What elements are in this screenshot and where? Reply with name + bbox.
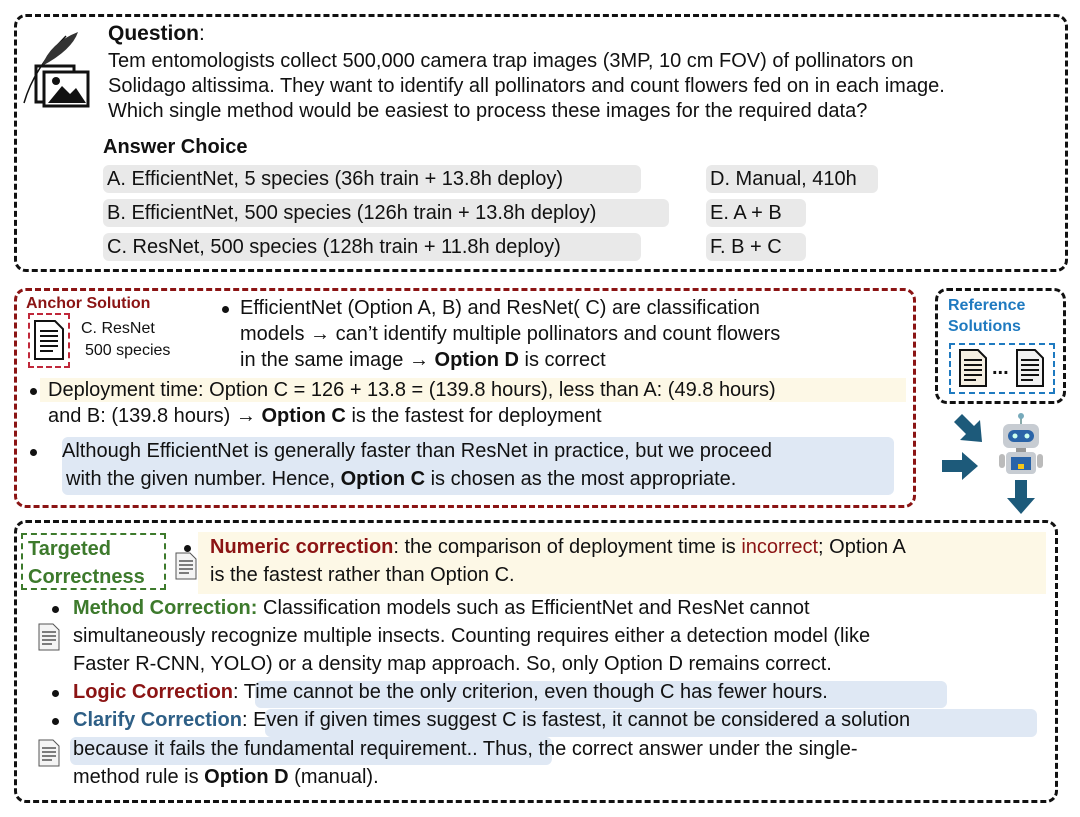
question-text-line: Tem entomologists collect 500,000 camera trap images (3MP, 10 cm FOV) of pollinators on	[108, 50, 914, 72]
method-correction: Faster R-CNN, YOLO) or a density map approach. So, only Option D remains correct.	[73, 653, 832, 675]
anchor-reason-1: EfficientNet (Option A, B) and ResNet( C) are classification	[240, 297, 760, 319]
logic-correction: Logic Correction: Time cannot be the only criterion, even though C has fewer hours.	[73, 681, 828, 703]
clarify-correction: because it fails the fundamental requirement.. Thus, the correct answer under the single-	[73, 738, 858, 760]
clarify-correction: method rule is Option D (manual).	[73, 766, 379, 788]
answer-choice-label: Answer Choice	[103, 136, 248, 158]
robot-icon	[996, 412, 1046, 478]
numeric-correction: is the fastest rather than Option C.	[210, 564, 515, 586]
arrow-diagonal-icon	[952, 412, 988, 448]
anchor-solution-label: Anchor Solution	[26, 295, 151, 312]
anchor-reason-3: with the given number. Hence, Option C is chosen as the most appropriate.	[66, 468, 737, 490]
anchor-choice-detail: 500 species	[85, 342, 171, 359]
anchor-reason-2: Deployment time: Option C = 126 + 13.8 = (139.8 hours), less than A: (49.8 hours)	[40, 378, 906, 402]
arrow-right-icon	[942, 452, 978, 480]
bullet	[52, 690, 59, 697]
reference-label: Reference Solutions	[948, 297, 1026, 335]
targeted-correctness-label: Targeted Correctness	[28, 538, 145, 588]
question-label: Question:	[108, 22, 205, 45]
method-correction: Method Correction: Classification models such as EfficientNet and ResNet cannot	[73, 597, 810, 619]
method-correction: simultaneously recognize multiple insects. Counting requires either a detection model (like	[73, 625, 871, 647]
anchor-reason-3: Although EfficientNet is generally faster than ResNet in practice, but we proceed	[62, 440, 773, 462]
question-text-line: Which single method would be easiest to process these images for the required data?	[108, 100, 868, 122]
document-icon	[1015, 348, 1045, 388]
arrow-down-icon	[1007, 480, 1035, 514]
option-f: F. B + C	[706, 233, 806, 261]
question-text-line: Solidago altissima. They want to identify all pollinators and count flowers fed on in each image.	[108, 75, 945, 97]
bullet	[222, 306, 229, 313]
document-icon	[38, 739, 60, 767]
bullet	[30, 449, 37, 456]
bullet	[52, 606, 59, 613]
image-icon	[20, 28, 90, 108]
option-d: D. Manual, 410h	[706, 165, 878, 193]
option-b: B. EfficientNet, 500 species (126h train + 13.8h deploy)	[103, 199, 669, 227]
anchor-reason-2: and B: (139.8 hours) → Option C is the fastest for deployment	[48, 405, 602, 427]
clarify-correction: Clarify Correction: Even if given times suggest C is fastest, it cannot be considered a solution	[73, 709, 911, 731]
bullet	[52, 718, 59, 725]
numeric-correction: Numeric correction: the comparison of deployment time is incorrect; Option A	[210, 536, 906, 558]
anchor-reason-1: models → can’t identify multiple pollinators and count flowers	[240, 323, 781, 345]
document-icon	[958, 348, 988, 388]
option-c: C. ResNet, 500 species (128h train + 11.8h deploy)	[103, 233, 641, 261]
document-icon	[33, 319, 65, 361]
option-a: A. EfficientNet, 5 species (36h train + 13.8h deploy)	[103, 165, 641, 193]
option-e: E. A + B	[706, 199, 806, 227]
document-icon	[175, 552, 197, 580]
bullet	[30, 388, 37, 395]
ellipsis: ...	[992, 357, 1009, 379]
anchor-reason-1: in the same image → Option D is correct	[240, 349, 606, 371]
document-icon	[38, 623, 60, 651]
anchor-choice: C. ResNet	[81, 320, 155, 337]
bullet	[184, 545, 191, 552]
